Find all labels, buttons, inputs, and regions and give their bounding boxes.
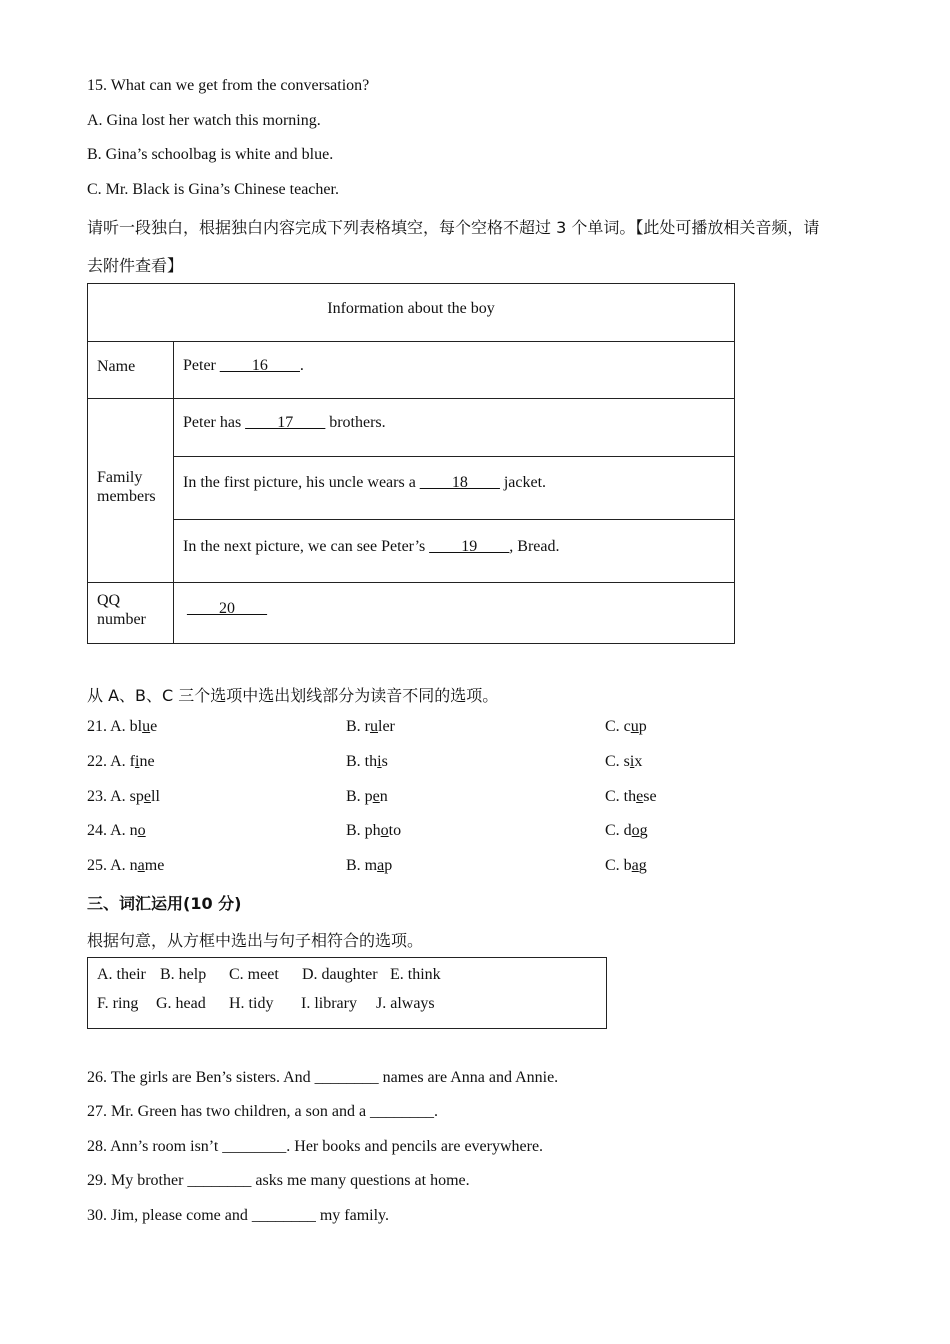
- row-17-post: brothers.: [325, 414, 386, 431]
- table-rule: [88, 398, 734, 399]
- underlined-letter: a: [137, 857, 145, 874]
- blank-16: ____16____: [219, 357, 300, 374]
- table-rule: [88, 341, 734, 342]
- q23-option-b: [346, 788, 388, 806]
- q21-option-c: [605, 718, 647, 736]
- row-19-post: , Bread.: [509, 538, 560, 555]
- word-option-h: H. tidy: [229, 995, 274, 1012]
- word-part: 25. A. n: [87, 857, 138, 874]
- word-part: B. m: [346, 857, 378, 874]
- q21-option-a: [87, 718, 157, 736]
- q24-option-c: [605, 822, 648, 840]
- row-16: [183, 357, 304, 375]
- word-part: B. ph: [346, 822, 381, 839]
- info-table: [87, 283, 735, 644]
- word-part: C. d: [605, 822, 632, 839]
- listening-instruction-line2: 去附件查看】: [87, 256, 184, 275]
- word-part: se: [643, 788, 657, 805]
- q25-option-a: [87, 857, 164, 875]
- word-part: e: [150, 718, 158, 735]
- word-option-d: D. daughter: [302, 966, 378, 983]
- word-part: ler: [378, 718, 395, 735]
- q23-option-a: [87, 788, 160, 806]
- question-26: 26. The girls are Ben’s sisters. And ________ names are Anna and Annie.: [87, 1069, 559, 1086]
- name-label: Name: [97, 358, 136, 375]
- underlined-letter: u: [630, 718, 639, 735]
- word-option-c: C. meet: [229, 966, 279, 983]
- word-option-i: I. library: [301, 995, 357, 1012]
- underlined-letter: e: [372, 788, 380, 805]
- blank-19: ____19____: [429, 538, 510, 555]
- blank-17: ____17____: [245, 414, 326, 431]
- q25-option-b: [346, 857, 392, 875]
- row-18-pre: In the first picture, his uncle wears a: [183, 474, 420, 491]
- word-part: p: [384, 857, 393, 874]
- word-part: g: [638, 857, 647, 874]
- row-19-pre: In the next picture, we can see Peter’s: [183, 538, 430, 555]
- row-16-post: .: [299, 357, 304, 374]
- word-option-j: J. always: [376, 995, 435, 1012]
- q15-option-b: B. Gina’s schoolbag is white and blue.: [87, 146, 334, 163]
- word-option-f: F. ring: [97, 995, 139, 1012]
- underlined-letter: o: [137, 822, 146, 839]
- table-rule: [88, 582, 734, 583]
- q22-option-c: [605, 753, 642, 771]
- word-part: to: [388, 822, 402, 839]
- underlined-letter: o: [380, 822, 389, 839]
- word-part: g: [639, 822, 648, 839]
- q15-option-c: C. Mr. Black is Gina’s Chinese teacher.: [87, 181, 339, 198]
- underlined-letter: o: [631, 822, 640, 839]
- underlined-letter: a: [377, 857, 385, 874]
- row-17: [183, 414, 386, 432]
- word-part: C. s: [605, 753, 630, 770]
- q15-option-a: A. Gina lost her watch this morning.: [87, 112, 321, 129]
- word-part: s: [381, 753, 388, 770]
- section3-instruction: 根据句意，从方框中选出与句子相符合的选项。: [87, 931, 424, 950]
- section3-heading: 三、词汇运用(10 分): [87, 894, 242, 913]
- underlined-letter: e: [636, 788, 644, 805]
- word-part: 22. A. f: [87, 753, 135, 770]
- table-rule: [173, 456, 734, 457]
- word-part: C. b: [605, 857, 632, 874]
- word-part: x: [634, 753, 643, 770]
- underlined-letter: i: [377, 753, 382, 770]
- row-19: [183, 538, 559, 556]
- underlined-letter: u: [142, 718, 151, 735]
- word-option-e: E. think: [390, 966, 441, 983]
- word-part: C. c: [605, 718, 631, 735]
- word-option-b: B. help: [160, 966, 207, 983]
- q25-option-c: [605, 857, 647, 875]
- word-box: [87, 957, 607, 1029]
- question-28: 28. Ann’s room isn’t ________. Her books and pencils are everywhere.: [87, 1138, 544, 1155]
- listening-instruction-line1: 请听一段独白，根据独白内容完成下列表格填空，每个空格不超过 3 个单词。【此处可播放相关音频，请: [87, 218, 820, 237]
- blank-20: ____20____: [187, 600, 267, 617]
- table-rule: [173, 519, 734, 520]
- question-29: 29. My brother ________ asks me many questions at home.: [87, 1172, 470, 1189]
- word-part: 24. A. n: [87, 822, 138, 839]
- word-part: ne: [139, 753, 155, 770]
- word-part: C. th: [605, 788, 637, 805]
- question-27: 27. Mr. Green has two children, a son and a ________.: [87, 1103, 439, 1120]
- q22-option-b: [346, 753, 388, 771]
- row-16-pre: Peter: [183, 357, 220, 374]
- word-part: B. p: [346, 788, 373, 805]
- row-20: [187, 600, 267, 618]
- word-part: ll: [151, 788, 160, 805]
- word-part: B. th: [346, 753, 378, 770]
- underlined-letter: i: [135, 753, 140, 770]
- word-part: 21. A. bl: [87, 718, 143, 735]
- row-17-pre: Peter has: [183, 414, 246, 431]
- table-column-rule: [173, 341, 174, 643]
- underlined-letter: i: [629, 753, 635, 770]
- question-30: 30. Jim, please come and ________ my family.: [87, 1207, 390, 1224]
- underlined-letter: a: [631, 857, 639, 874]
- underlined-letter: e: [143, 788, 152, 805]
- row-18: [183, 474, 546, 492]
- word-option-a: A. their: [97, 966, 146, 983]
- blank-18: ____18____: [419, 474, 500, 491]
- word-part: me: [144, 857, 165, 874]
- word-part: B. r: [346, 718, 370, 735]
- word-part: p: [638, 718, 647, 735]
- word-part: 23. A. sp: [87, 788, 144, 805]
- q24-option-b: [346, 822, 401, 840]
- phonics-instruction: 从 A、B、C 三个选项中选出划线部分为读音不同的选项。: [87, 686, 499, 705]
- qq-number-label: QQ number: [97, 592, 146, 628]
- underlined-letter: u: [370, 718, 378, 735]
- word-option-g: G. head: [156, 995, 206, 1012]
- q15-question: 15. What can we get from the conversation?: [87, 77, 370, 94]
- q24-option-a: [87, 822, 146, 840]
- q21-option-b: [346, 718, 395, 736]
- table-title: Information about the boy: [327, 300, 495, 317]
- row-18-post: jacket.: [499, 474, 547, 491]
- family-members-label: Family members: [97, 469, 156, 505]
- q22-option-a: [87, 753, 155, 771]
- word-part: n: [379, 788, 388, 805]
- q23-option-c: [605, 788, 657, 806]
